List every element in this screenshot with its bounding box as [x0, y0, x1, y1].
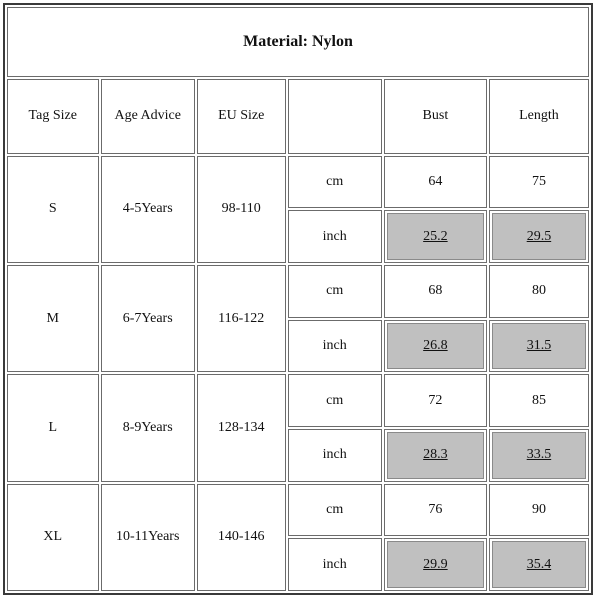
unit-cell: cm [288, 156, 382, 209]
header-eu-size: EU Size [197, 79, 286, 153]
header-age-advice: Age Advice [101, 79, 195, 153]
header-row [7, 79, 589, 153]
eu-size-cell: 116-122 [197, 265, 286, 372]
size-table [5, 5, 591, 593]
tag-size-cell: XL [7, 484, 99, 591]
length-cell: 75 [489, 156, 589, 209]
age-advice-cell: 8-9Years [101, 374, 195, 481]
bust-cell-shaded [384, 210, 487, 263]
eu-size-cell: 98-110 [197, 156, 286, 263]
bust-value: 28.3 [423, 447, 448, 463]
header-bust: Bust [384, 79, 487, 153]
bust-cell: 72 [384, 374, 487, 427]
bust-cell: 64 [384, 156, 487, 209]
unit-cell: inch [288, 320, 382, 373]
unit-cell: inch [288, 538, 382, 591]
age-advice-cell: 4-5Years [101, 156, 195, 263]
length-value: 33.5 [526, 447, 552, 463]
length-value: 29.5 [526, 228, 552, 244]
bust-cell: 68 [384, 265, 487, 318]
bust-cell-shaded [384, 320, 487, 373]
length-cell-shaded [489, 320, 589, 373]
age-advice-cell: 6-7Years [101, 265, 195, 372]
table-row [7, 484, 589, 537]
eu-size-cell: 128-134 [197, 374, 286, 481]
bust-cell: 76 [384, 484, 487, 537]
header-tag-size: Tag Size [7, 79, 99, 153]
unit-cell: inch [288, 429, 382, 482]
length-cell: 80 [489, 265, 589, 318]
unit-cell: cm [288, 484, 382, 537]
bust-cell-shaded [384, 538, 487, 591]
length-cell-shaded [489, 210, 589, 263]
length-cell-shaded [489, 538, 589, 591]
table-title: Material: Nylon [7, 7, 589, 77]
bust-value: 25.2 [423, 228, 448, 244]
tag-size-cell: M [7, 265, 99, 372]
tag-size-cell: S [7, 156, 99, 263]
bust-value: 26.8 [423, 337, 448, 353]
length-cell: 85 [489, 374, 589, 427]
table-row [7, 374, 589, 427]
length-cell-shaded [489, 429, 589, 482]
header-unit [288, 79, 382, 153]
table-row [7, 156, 589, 209]
size-chart [3, 3, 593, 595]
length-value: 35.4 [526, 556, 552, 572]
header-length: Length [489, 79, 589, 153]
tag-size-cell: L [7, 374, 99, 481]
length-cell: 90 [489, 484, 589, 537]
unit-cell: cm [288, 374, 382, 427]
eu-size-cell: 140-146 [197, 484, 286, 591]
length-value: 31.5 [526, 337, 552, 353]
age-advice-cell: 10-11Years [101, 484, 195, 591]
bust-cell-shaded [384, 429, 487, 482]
bust-value: 29.9 [423, 556, 448, 572]
table-row [7, 265, 589, 318]
unit-cell: inch [288, 210, 382, 263]
unit-cell: cm [288, 265, 382, 318]
